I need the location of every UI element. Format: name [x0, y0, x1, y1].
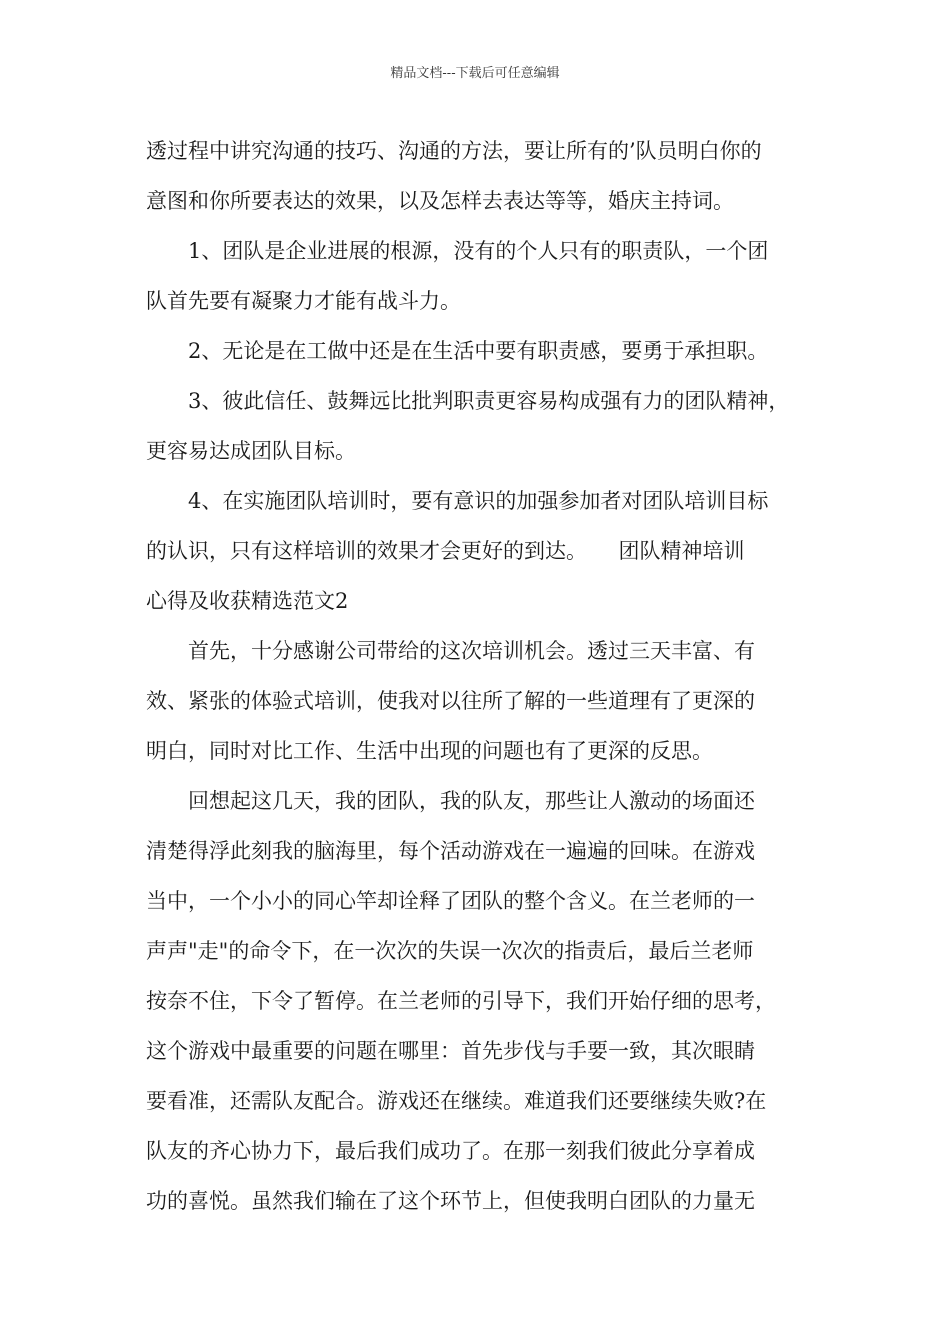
text-line: 意图和你所要表达的效果，以及怎样去表达等等，婚庆主持词。 [146, 189, 734, 213]
text-line: 效、紧张的体验式培训，使我对以往所了解的一些道理有了更深的 [146, 689, 755, 713]
text-line: 首先，十分感谢公司带给的这次培训机会。透过三天丰富、有 [188, 639, 755, 663]
text-line: 回想起这几天，我的团队，我的队友，那些让人激动的场面还 [188, 789, 755, 813]
page-header: 精品文档---下载后可任意编辑 [390, 66, 560, 81]
text-line: 2、无论是在工做中还是在生活中要有职责感，要勇于承担职。 [188, 339, 769, 363]
text-line: 3、彼此信任、鼓舞远比批判职责更容易构成强有力的团队精神， [188, 389, 790, 413]
text-line: 当中，一个小小的同心竿却诠释了团队的整个含义。在兰老师的一 [146, 889, 755, 913]
text-line: 这个游戏中最重要的问题在哪里：首先步伐与手要一致，其次眼睛 [146, 1039, 755, 1063]
document-body [146, 126, 811, 1226]
text-line: 4、在实施团队培训时，要有意识的加强参加者对团队培训目标 [188, 489, 769, 513]
text-line: 清楚得浮此刻我的脑海里，每个活动游戏在一遍遍的回味。在游戏 [146, 839, 755, 863]
text-line: 队友的齐心协力下，最后我们成功了。在那一刻我们彼此分享着成 [146, 1139, 755, 1163]
text-line: 队首先要有凝聚力才能有战斗力。 [146, 289, 461, 313]
text-line: 1、团队是企业进展的根源，没有的个人只有的职责队，一个团 [188, 239, 769, 263]
text-line: 心得及收获精选范文2 [146, 589, 349, 613]
text-line: 更容易达成团队目标。 [146, 439, 356, 463]
text-line: 声声"走"的命令下，在一次次的失误一次次的指责后，最后兰老师 [146, 939, 754, 963]
text-line: 功的喜悦。虽然我们输在了这个环节上，但使我明白团队的力量无 [146, 1189, 755, 1213]
text-line: 的认识，只有这样培训的效果才会更好的到达。 团队精神培训 [146, 539, 745, 563]
text-line: 透过程中讲究沟通的技巧、沟通的方法，要让所有的’队员明白你的 [146, 139, 762, 163]
text-line: 明白，同时对比工作、生活中出现的问题也有了更深的反思。 [146, 739, 713, 763]
text-line: 要看准，还需队友配合。游戏还在继续。难道我们还要继续失败?在 [146, 1089, 767, 1113]
text-line: 按奈不住，下令了暂停。在兰老师的引导下，我们开始仔细的思考， [146, 989, 776, 1013]
